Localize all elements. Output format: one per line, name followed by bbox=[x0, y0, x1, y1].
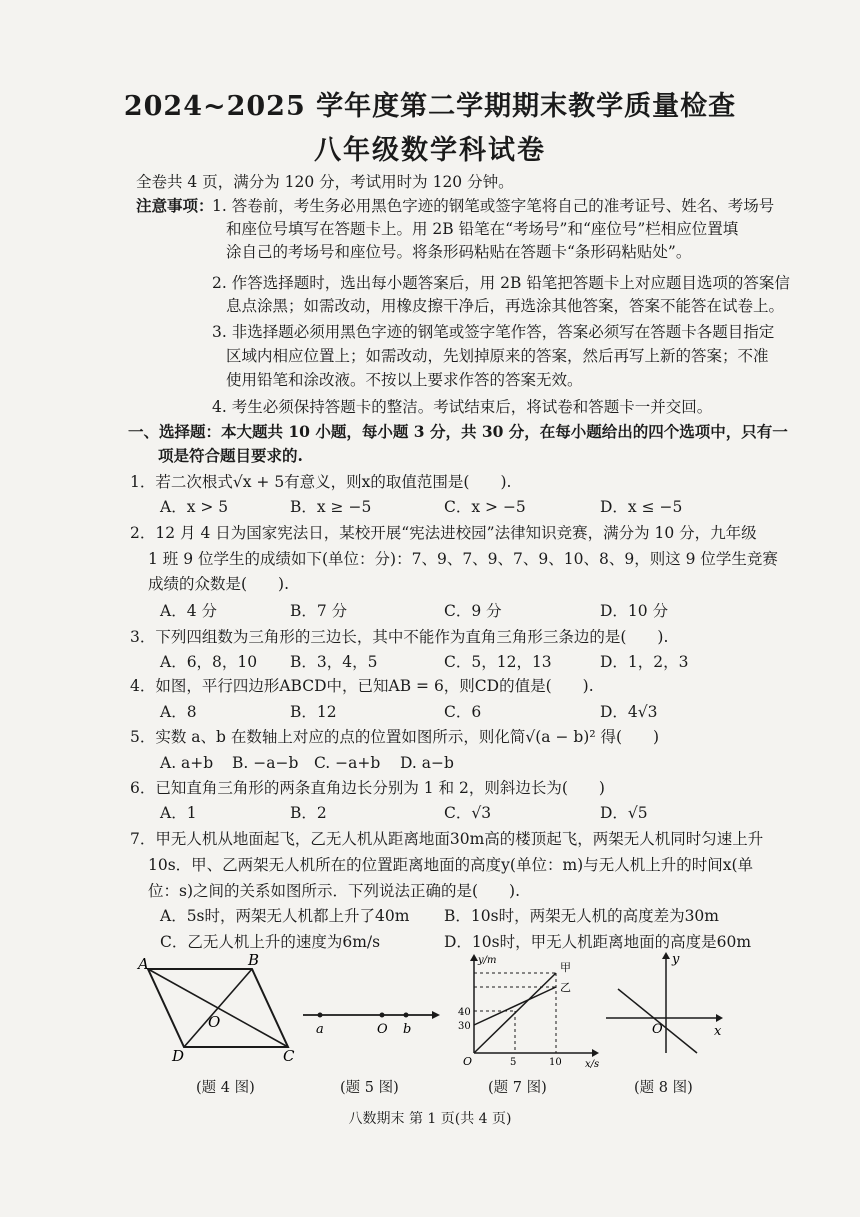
fig5-caption: (题 5 图) bbox=[340, 1080, 399, 1096]
q2-option-b: B．7 分 bbox=[290, 602, 348, 620]
exam-subtitle: 八年级数学科试卷 bbox=[314, 135, 546, 166]
question-1: 1．若二次根式√x + 5有意义，则x的取值范围是( ). bbox=[130, 473, 512, 491]
fig4-label-c: C bbox=[283, 1047, 295, 1065]
question-2: 2．12 月 4 日为国家宪法日，某校开展“宪法进校园”法律知识竞赛，满分为 10 分，九年级 bbox=[130, 524, 757, 542]
section-heading-cont: 项是符合题目要求的. bbox=[158, 446, 303, 465]
page-footer: 八数期末 第 1 页(共 4 页) bbox=[348, 1111, 512, 1127]
fig5-label-b: b bbox=[403, 1022, 412, 1037]
intro-text: 全卷共 4 页，满分为 120 分，考试用时为 120 分钟。 bbox=[136, 173, 514, 191]
q1-option-b: B．x ≥ −5 bbox=[290, 498, 372, 516]
q1-option-a: A．x > 5 bbox=[160, 498, 229, 516]
q7-option-a: A．5s时，两架无人机都上升了40m bbox=[160, 907, 410, 925]
figure-4-parallelogram bbox=[136, 951, 295, 1065]
fig7-tick-x5: 5 bbox=[510, 1057, 517, 1068]
figure-8-axes bbox=[606, 952, 723, 1053]
question-7-cont: 位：s)之间的关系如图所示．下列说法正确的是( ). bbox=[148, 882, 521, 900]
fig7-ylabel: y/m bbox=[478, 955, 497, 966]
fig8-label-x: x bbox=[714, 1024, 722, 1039]
question-7-cont: 10s．甲、乙两架无人机所在的位置距离地面的高度y(单位：m)与无人机上升的时间x(单 bbox=[148, 856, 754, 874]
fig4-caption: (题 4 图) bbox=[196, 1080, 255, 1096]
q7-option-d: D．10s时，甲无人机距离地面的高度是60m bbox=[444, 933, 752, 951]
question-6: 6．已知直角三角形的两条直角边长分别为 1 和 2，则斜边长为( ) bbox=[130, 779, 605, 797]
fig4-label-o: O bbox=[208, 1013, 221, 1031]
exam-title: 2024~2025 学年度第二学期期末教学质量检查 bbox=[123, 91, 737, 122]
q1-option-d: D．x ≤ −5 bbox=[600, 498, 683, 516]
figure-5-number-line bbox=[303, 1011, 440, 1037]
q6-option-c: C．√3 bbox=[444, 804, 492, 822]
note-line: 3. 非选择题必须用黑色字迹的钢笔或签字笔作答，答案必须写在答题卡各题目指定 bbox=[212, 323, 775, 341]
question-4: 4．如图，平行四边形ABCD中，已知AB = 6，则CD的值是( ). bbox=[130, 677, 594, 695]
note-line: 和座位号填写在答题卡上。用 2B 铅笔在“考场号”和“座位号”栏相应位置填 bbox=[226, 220, 739, 238]
note-line: 4. 考生必须保持答题卡的整洁。考试结束后，将试卷和答题卡一并交回。 bbox=[212, 398, 713, 416]
fig7-series-yi: 乙 bbox=[560, 981, 571, 994]
q3-option-c: C．5，12，13 bbox=[444, 653, 552, 671]
q7-option-b: B．10s时，两架无人机的高度差为30m bbox=[444, 907, 719, 925]
fig7-origin: O bbox=[463, 1055, 473, 1068]
q7-option-c: C．乙无人机上升的速度为6m/s bbox=[160, 933, 381, 951]
section-heading: 一、选择题：本大题共 10 小题，每小题 3 分，共 30 分，在每小题给出的四个选项中，只有一 bbox=[128, 422, 788, 441]
question-2-cont: 1 班 9 位学生的成绩如下(单位：分)：7、9、7、9、7、9、10、8、9，则这 9 位学生竞赛 bbox=[148, 550, 778, 568]
fig5-label-a: a bbox=[316, 1022, 324, 1037]
note-line: 2. 作答选择题时，选出每小题答案后，用 2B 铅笔把答题卡上对应题目选项的答案信 bbox=[212, 274, 790, 292]
fig7-tick-y30: 30 bbox=[458, 1021, 471, 1032]
fig5-label-o: O bbox=[377, 1022, 388, 1037]
fig4-label-d: D bbox=[172, 1047, 185, 1065]
note-line: 区域内相应位置上；如需改动，先划掉原来的答案，然后再写上新的答案；不准 bbox=[226, 347, 769, 365]
question-2-cont: 成绩的众数是( ). bbox=[148, 575, 290, 593]
figures-row bbox=[0, 945, 860, 1095]
fig7-tick-y40: 40 bbox=[458, 1007, 471, 1018]
fig7-xlabel: x/s bbox=[585, 1059, 600, 1070]
fig4-label-b: B bbox=[248, 951, 260, 969]
fig4-label-a: A bbox=[138, 955, 149, 973]
q6-option-a: A．1 bbox=[160, 804, 197, 822]
q3-option-d: D．1，2，3 bbox=[600, 653, 689, 671]
question-3: 3．下列四组数为三角形的三边长，其中不能作为直角三角形三条边的是( ). bbox=[130, 628, 669, 646]
q2-option-a: A．4 分 bbox=[160, 602, 217, 620]
figure-7-graph bbox=[458, 954, 599, 1070]
notes-label: 注意事项： bbox=[136, 196, 214, 215]
question-7: 7．甲无人机从地面起飞，乙无人机从距离地面30m高的楼顶起飞，两架无人机同时匀速上升 bbox=[130, 830, 764, 848]
q5-option-a: A. a+b bbox=[160, 754, 214, 772]
note-line: 涂自己的考场号和座位号。将条形码粘贴在答题卡“条形码粘贴处”。 bbox=[226, 243, 692, 261]
fig8-caption: (题 8 图) bbox=[634, 1080, 693, 1096]
fig7-tick-x10: 10 bbox=[549, 1057, 562, 1068]
fig8-label-o: O bbox=[652, 1022, 663, 1037]
q6-option-b: B．2 bbox=[290, 804, 327, 822]
fig7-series-jia: 甲 bbox=[560, 961, 571, 974]
q4-option-b: B．12 bbox=[290, 703, 337, 721]
note-line: 息点涂黑；如需改动，用橡皮擦干净后，再选涂其他答案，答案不能答在试卷上。 bbox=[226, 297, 785, 315]
question-5: 5．实数 a、b 在数轴上对应的点的位置如图所示，则化简√(a − b)² 得( ) bbox=[130, 728, 660, 746]
fig7-caption: (题 7 图) bbox=[488, 1080, 547, 1096]
fig8-label-y: y bbox=[672, 952, 680, 967]
q5-option-d: D. a−b bbox=[400, 754, 454, 772]
q3-option-a: A．6，8，10 bbox=[160, 653, 258, 671]
q4-option-d: D．4√3 bbox=[600, 703, 658, 721]
q5-option-c: C. −a+b bbox=[314, 754, 381, 772]
q6-option-d: D．√5 bbox=[600, 804, 648, 822]
q5-option-b: B. −a−b bbox=[232, 754, 299, 772]
note-line: 1. 答卷前，考生务必用黑色字迹的钢笔或签字笔将自己的准考证号、姓名、考场号 bbox=[212, 197, 775, 215]
note-line: 使用铅笔和涂改液。不按以上要求作答的答案无效。 bbox=[226, 371, 583, 389]
q1-option-c: C．x > −5 bbox=[444, 498, 526, 516]
q3-option-b: B．3，4，5 bbox=[290, 653, 378, 671]
q2-option-d: D．10 分 bbox=[600, 602, 669, 620]
q4-option-a: A．8 bbox=[160, 703, 197, 721]
q2-option-c: C．9 分 bbox=[444, 602, 502, 620]
q4-option-c: C．6 bbox=[444, 703, 482, 721]
